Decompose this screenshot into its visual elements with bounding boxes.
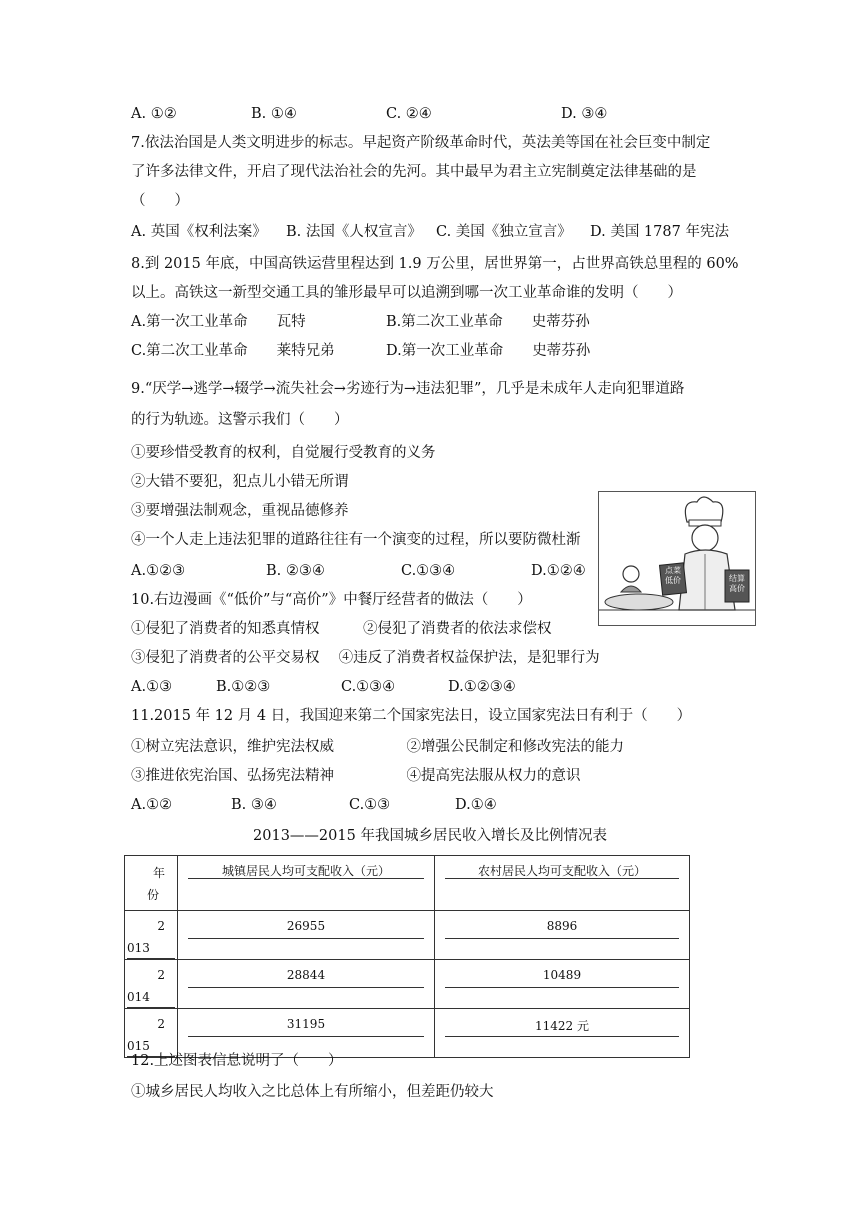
q7-option-b: B. 法国《人权宣言》 xyxy=(286,224,422,240)
year-cell xyxy=(125,960,178,1009)
sign-high-price: 结算高价 xyxy=(729,574,745,593)
urban-rule xyxy=(188,938,424,939)
q8-stem-line-2: 以上。高铁这一新型交通工具的雏形最早可以追溯到哪一次工业革命谁的发明（ ） xyxy=(131,285,682,301)
q8-option-a: A.第一次工业革命 瓦特 xyxy=(131,314,306,330)
q10-option-a: A.①③ xyxy=(131,679,173,695)
q9-choice-1: ①要珍惜受教育的权利，自觉履行受教育的义务 xyxy=(131,445,436,461)
urban-value-cell xyxy=(178,960,435,1009)
urban-rule xyxy=(188,1036,424,1037)
corner-cell xyxy=(125,856,178,911)
q9-choice-2: ②大错不要犯，犯点儿小错无所谓 xyxy=(131,474,349,490)
q10-choice-row-2: ③侵犯了消费者的公平交易权 ④违反了消费者权益保护法，是犯罪行为 xyxy=(131,650,600,666)
q10-stem: 10.右边漫画《“低价”与“高价”》中餐厅经营者的做法（ ） xyxy=(131,592,532,608)
header-urban xyxy=(178,856,435,911)
table-row xyxy=(125,960,690,1009)
q9-choice-4: ④一个人走上违法犯罪的道路往往有一个演变的过程，所以要防微杜渐 xyxy=(131,532,581,548)
year-rest: 015 xyxy=(127,1039,150,1053)
q11-option-b: B. ③④ xyxy=(231,797,277,813)
rural-value-cell xyxy=(435,1009,690,1058)
year-digit: 2 xyxy=(157,1017,165,1031)
year-rest: 014 xyxy=(127,990,150,1004)
q12-choice-1: ①城乡居民人均收入之比总体上有所缩小，但差距仍较大 xyxy=(131,1084,494,1100)
q9-option-d: D.①②④ xyxy=(531,563,586,579)
q9-option-a: A.①②③ xyxy=(131,563,186,579)
header-urban-rule xyxy=(188,878,424,879)
urban-rule xyxy=(188,987,424,988)
q8-option-d: D.第一次工业革命 史蒂芬孙 xyxy=(386,343,591,359)
sign-low-price: 点菜低价 xyxy=(665,566,681,585)
q9-option-b: B. ②③④ xyxy=(266,563,325,579)
q11-option-c: C.①③ xyxy=(349,797,391,813)
q7-option-d: D. 美国 1787 年宪法 xyxy=(590,224,729,240)
q6-option-c: C. ②④ xyxy=(386,106,432,122)
q7-option-c: C. 美国《独立宣言》 xyxy=(436,224,572,240)
header-rural-rule xyxy=(445,878,679,879)
q11-choice-row-2: ③推进依宪治国、弘扬宪法精神 ④提高宪法服从权力的意识 xyxy=(131,768,581,784)
q10-option-d: D.①②③④ xyxy=(448,679,516,695)
year-digit: 2 xyxy=(157,968,165,982)
cartoon-illustration xyxy=(599,492,755,625)
q6-option-b: B. ①④ xyxy=(251,106,297,122)
table-row xyxy=(125,911,690,960)
rural-value-cell xyxy=(435,911,690,960)
income-table xyxy=(124,855,690,1058)
header-rural-label: 农村居民人均可支配收入（元） xyxy=(477,864,646,878)
rural-rule xyxy=(445,938,679,939)
q10-option-b: B.①②③ xyxy=(216,679,271,695)
urban-value: 31195 xyxy=(286,1017,326,1031)
corner-label-year: 年 xyxy=(152,866,165,880)
header-urban-label: 城镇居民人均可支配收入（元） xyxy=(221,864,390,878)
q7-stem-line-1: 7.依法治国是人类文明进步的标志。早起资产阶级革命时代，英法美等国在社会巨变中制定 xyxy=(131,135,711,151)
q10-option-c: C.①③④ xyxy=(341,679,396,695)
q6-option-d: D. ③④ xyxy=(561,106,608,122)
rural-rule xyxy=(445,987,679,988)
year-digit: 2 xyxy=(157,919,165,933)
rural-value-cell xyxy=(435,960,690,1009)
q7-option-a: A. 英国《权利法案》 xyxy=(131,224,267,240)
urban-value-cell xyxy=(178,911,435,960)
q11-option-a: A.①② xyxy=(131,797,173,813)
q9-option-c: C.①③④ xyxy=(401,563,456,579)
header-rural xyxy=(435,856,690,911)
q8-stem-line-1: 8.到 2015 年底，中国高铁运营里程达到 1.9 万公里，居世界第一，占世界高铁总里程的 60% xyxy=(131,256,739,272)
q9-stem-line-2: 的行为轨迹。这警示我们（ ） xyxy=(131,412,349,428)
q11-choice-row-1: ①树立宪法意识，维护宪法权威 ②增强公民制定和修改宪法的能力 xyxy=(131,739,624,755)
urban-value: 28844 xyxy=(286,968,326,982)
rural-rule xyxy=(445,1036,679,1037)
q8-option-b: B.第二次工业革命 史蒂芬孙 xyxy=(386,314,590,330)
rural-value: 10489 xyxy=(542,968,582,982)
q11-stem: 11.2015 年 12 月 4 日，我国迎来第二个国家宪法日，设立国家宪法日有利于（ ） xyxy=(131,708,692,724)
cartoon-low-high-price xyxy=(598,491,756,626)
table-header-row xyxy=(125,856,690,911)
year-cell xyxy=(125,911,178,960)
q7-stem-line-3: （ ） xyxy=(131,193,189,209)
q10-choice-row-1: ①侵犯了消费者的知悉真情权 ②侵犯了消费者的依法求偿权 xyxy=(131,621,552,637)
urban-value: 26955 xyxy=(286,919,326,933)
year-rest: 013 xyxy=(127,941,150,955)
q8-option-c: C.第二次工业革命 莱特兄弟 xyxy=(131,343,335,359)
q6-option-a: A. ①② xyxy=(131,106,177,122)
corner-label-fen: 份 xyxy=(147,888,160,902)
q7-stem-line-2: 了许多法律文件，开启了现代法治社会的先河。其中最早为君主立宪制奠定法律基础的是 xyxy=(131,164,697,180)
rural-value: 11422 元 xyxy=(535,1019,589,1033)
q11-option-d: D.①④ xyxy=(455,797,497,813)
q12-stem: 12.上述图表信息说明了（ ） xyxy=(131,1053,343,1069)
table-title: 2013——2015 年我国城乡居民收入增长及比例情况表 xyxy=(253,828,607,844)
q9-stem-line-1: 9.“厌学→逃学→辍学→流失社会→劣迹行为→违法犯罪”，几乎是未成年人走向犯罪道路 xyxy=(131,381,685,397)
q9-choice-3: ③要增强法制观念，重视品德修养 xyxy=(131,503,349,519)
rural-value: 8896 xyxy=(546,919,578,933)
